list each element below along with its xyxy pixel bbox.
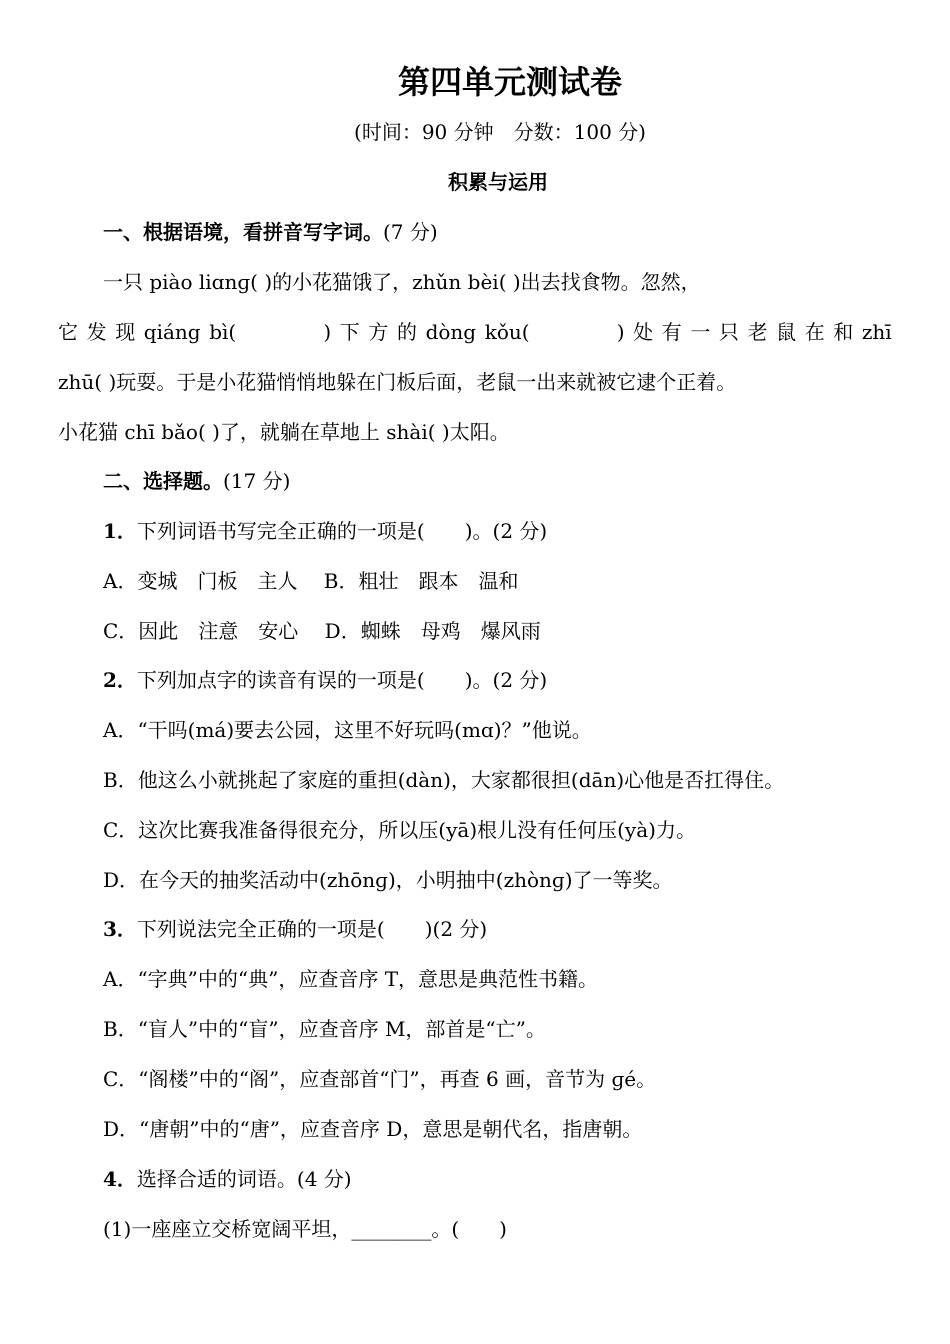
word: bì( <box>209 320 237 344</box>
word: 的 <box>396 320 417 344</box>
word: 只 <box>718 320 739 344</box>
part1-score: (7 分) <box>383 220 438 244</box>
q3-option-d[interactable]: D．“唐朝”中的“唐”，应查音序 D，意思是朝代名，指唐朝。 <box>103 1117 643 1141</box>
question-number: 2． <box>103 668 137 692</box>
question-text: 下列加点字的读音有误的一项是( )。(2 分) <box>136 668 548 692</box>
q3-option-b[interactable]: B．“盲人”中的“盲”，应查音序 M，部首是“亡”。 <box>103 1017 546 1041</box>
q3-option-c[interactable]: C．“阁楼”中的“阁”，应查部首“门”，再查 6 画，音节为 ɡé。 <box>103 1067 657 1091</box>
word: 它 <box>58 320 78 344</box>
question-number: 1． <box>103 519 137 543</box>
q2-option-c[interactable]: C．这次比赛我准备得很充分，所以压(yā)根儿没有任何压(yà)力。 <box>103 818 696 842</box>
word: ) <box>323 320 332 344</box>
word: 方 <box>368 320 389 344</box>
question-number: 3． <box>103 917 137 941</box>
part1-line4: 小花猫 chī bǎo( )了，就躺在草地上 shài( )太阳。 <box>58 420 510 444</box>
part2-heading <box>103 467 290 495</box>
word: kǒu( <box>484 320 530 344</box>
part1-line1: 一只 piào liɑnɡ( )的小花猫饿了，zhǔn bèi( )出去找食物。忽然， <box>103 270 701 294</box>
q1-options-cd[interactable]: C．因此 注意 安心 D．蜘蛛 母鸡 爆风雨 <box>103 619 541 643</box>
question-2 <box>103 666 547 694</box>
question-text: 选择合适的词语。(4 分) <box>136 1167 352 1191</box>
answer-blank[interactable] <box>538 318 608 346</box>
word: 现 <box>115 320 136 344</box>
word: zhī <box>861 320 892 344</box>
question-number: 4． <box>103 1167 137 1191</box>
page-title: 第四单元测试卷 <box>397 63 622 101</box>
part1-heading-text: 一、根据语境，看拼音写字词。 <box>103 220 383 244</box>
part2-heading-text: 二、选择题。 <box>103 469 223 493</box>
exam-info: (时间：90 分钟 分数：100 分) <box>354 120 646 144</box>
word: 老 <box>747 320 768 344</box>
question-1 <box>103 517 547 545</box>
part1-line2 <box>58 318 892 346</box>
word: dòng <box>425 320 477 344</box>
question-text: 下列说法完全正确的一项是( )(2 分) <box>136 917 488 941</box>
q2-option-d[interactable]: D．在今天的抽奖活动中(zhōnɡ)，小明抽中(zhònɡ)了一等奖。 <box>103 868 673 892</box>
word: 发 <box>86 320 107 344</box>
question-4 <box>103 1165 352 1193</box>
word: 鼠 <box>776 320 797 344</box>
word: 处 <box>633 320 654 344</box>
answer-blank[interactable] <box>245 318 315 346</box>
word: 下 <box>339 320 360 344</box>
section-title: 积累与运用 <box>448 170 548 194</box>
word: 和 <box>833 320 854 344</box>
part1-line3: zhū( )玩耍。于是小花猫悄悄地躲在门板后面，老鼠一出来就被它逮个正着。 <box>58 370 737 394</box>
word: qiáng <box>143 320 201 344</box>
question-text: 下列词语书写完全正确的一项是( )。(2 分) <box>136 519 548 543</box>
q1-options-ab[interactable]: A．变城 门板 主人 B．粗壮 跟本 温和 <box>103 569 519 593</box>
word: 一 <box>690 320 711 344</box>
q2-option-b[interactable]: B．他这么小就挑起了家庭的重担(dàn)，大家都很担(dān)心他是否扛得住。 <box>103 768 785 792</box>
word: 有 <box>661 320 682 344</box>
part2-score: (17 分) <box>223 469 291 493</box>
q3-option-a[interactable]: A．“字典”中的“典”，应查音序 T，意思是典范性书籍。 <box>103 967 599 991</box>
word: 在 <box>804 320 825 344</box>
q2-option-a[interactable]: A．“干吗(má)要去公园，这里不好玩吗(mɑ)？”他说。 <box>103 718 592 742</box>
word: ) <box>616 320 625 344</box>
part1-heading <box>103 218 438 246</box>
question-3 <box>103 915 487 943</box>
q4-subquestion-1[interactable]: (1)一座座立交桥宽阔平坦，________。( ) <box>103 1217 507 1241</box>
